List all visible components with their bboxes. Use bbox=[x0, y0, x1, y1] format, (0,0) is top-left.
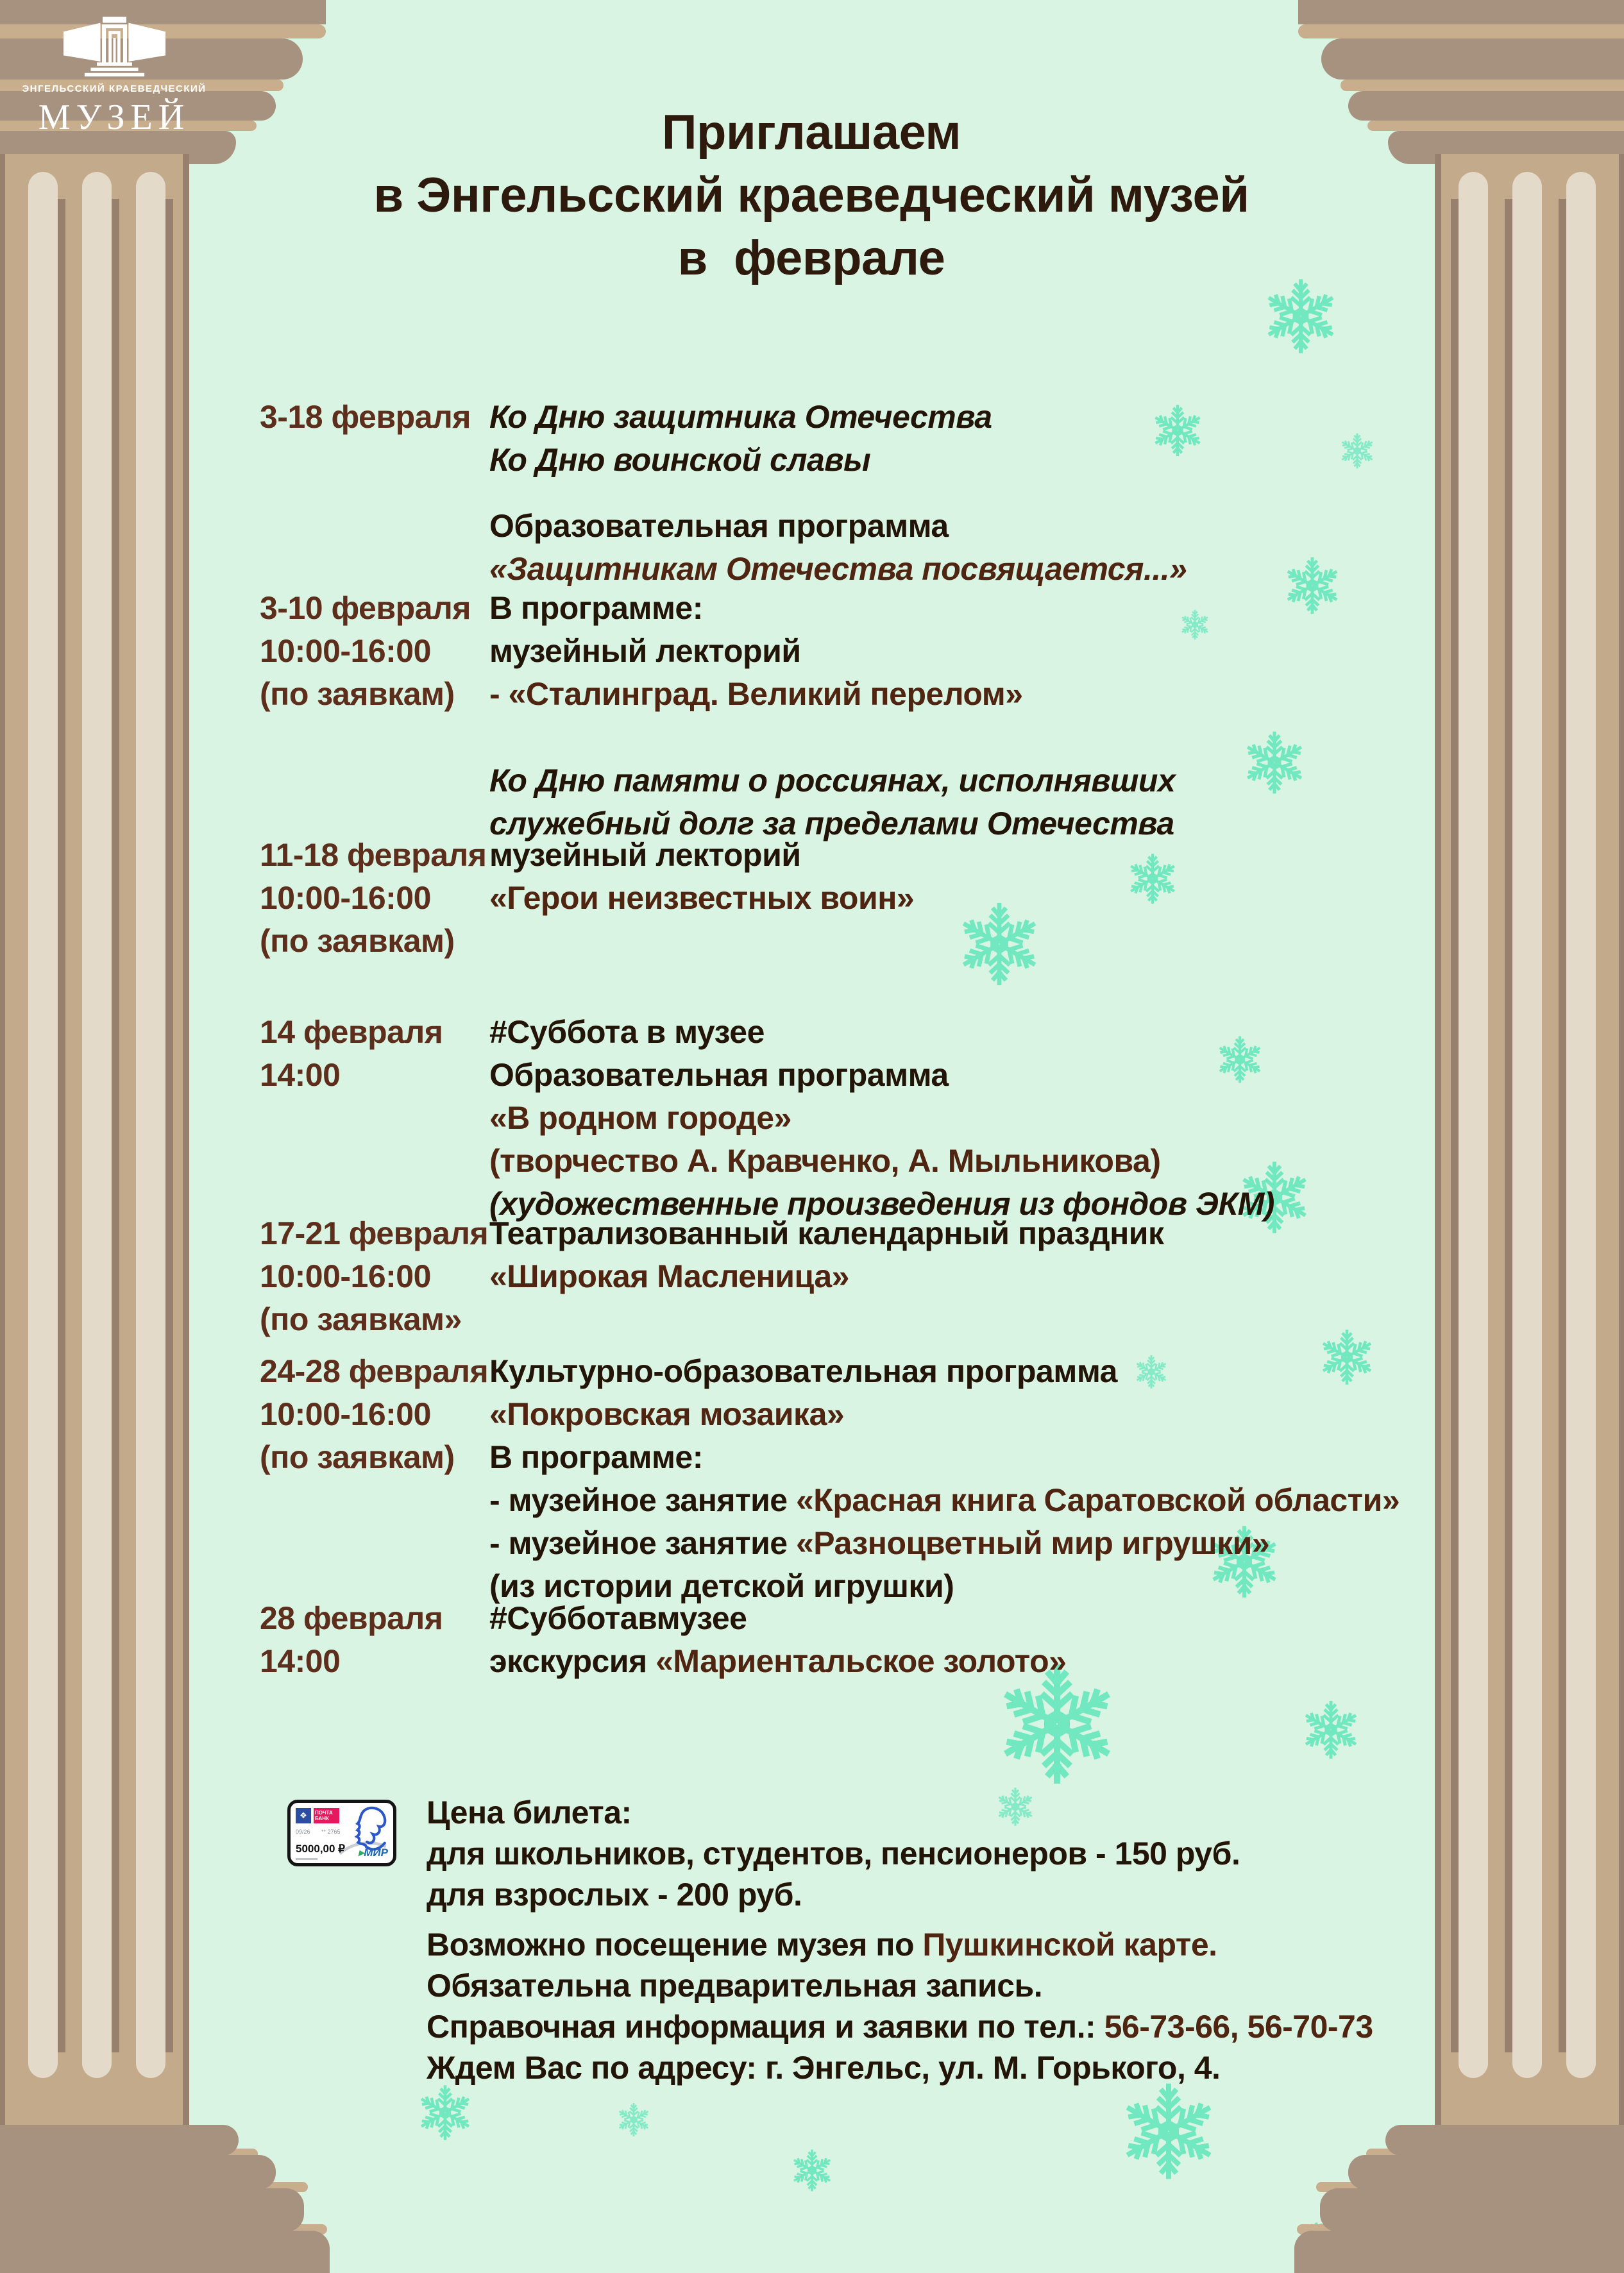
text-line: музейный лекторий bbox=[489, 633, 801, 669]
title-line: Приглашаем bbox=[661, 105, 961, 160]
event-date-line: 3-18 февраля bbox=[260, 399, 471, 435]
event-date-line: 17-21 февраля bbox=[260, 1215, 489, 1251]
event-row bbox=[260, 1011, 1363, 1226]
logo-text-large: МУЗЕЙ bbox=[38, 97, 190, 137]
text-line: Справочная информация и заявки по тел.: 56-73-66, 56-70-73 bbox=[427, 2009, 1373, 2045]
text-line: В программе: bbox=[489, 1439, 703, 1475]
event-date-line: 3-10 февраля bbox=[260, 590, 471, 626]
event-row bbox=[260, 1597, 1363, 1683]
text-line: Возможно посещение музея по Пушкинской карте. bbox=[427, 1927, 1217, 1963]
event-row bbox=[260, 1350, 1400, 1608]
text-line: Образовательная программа bbox=[489, 1057, 949, 1093]
text-line: Ко Дню защитника Отечества bbox=[489, 399, 992, 435]
event-dates bbox=[260, 834, 489, 963]
text-line: - музейное занятие «Разноцветный мир игрушки» bbox=[489, 1525, 1270, 1561]
title-line: в Энгельсский краеведческий музей bbox=[373, 168, 1249, 223]
text-line: для взрослых - 200 руб. bbox=[427, 1877, 802, 1913]
text-line: музейный лекторий bbox=[489, 837, 801, 873]
event-date-line: 14 февраля bbox=[260, 1014, 443, 1050]
event-dates bbox=[260, 1350, 489, 1608]
text-line: Цена билета: bbox=[427, 1795, 632, 1830]
event-date-line: (по заявкам» bbox=[260, 1301, 462, 1337]
text-line: служебный долг за пределами Отечества bbox=[489, 806, 1174, 841]
event-dates bbox=[260, 396, 489, 591]
event-description bbox=[489, 1597, 1363, 1683]
card-small-caption bbox=[296, 1858, 317, 1860]
text-line: Ко Дню воинской славы bbox=[489, 442, 871, 478]
postabank-label: ПОЧТА БАНК bbox=[314, 1808, 339, 1823]
event-date-line: 24-28 февраля bbox=[260, 1353, 489, 1389]
text-line bbox=[489, 482, 1363, 505]
event-date-line: 28 февраля bbox=[260, 1600, 443, 1636]
ticket-prices bbox=[427, 1792, 1240, 1915]
event-row bbox=[260, 834, 1363, 963]
footer-info bbox=[427, 1924, 1373, 2088]
text-line: Обязательна предварительная запись. bbox=[427, 1968, 1043, 2004]
postabank-eagle-icon: ❖ bbox=[296, 1808, 311, 1823]
text-line: «Покровская мозаика» bbox=[489, 1396, 845, 1432]
text-line: Театрализованный календарный праздник bbox=[489, 1215, 1164, 1251]
card-number: ** 2765 bbox=[321, 1829, 341, 1835]
text-line: «Защитникам Отечества посвящается...» bbox=[489, 551, 1187, 587]
event-date-line: 10:00-16:00 bbox=[260, 633, 431, 669]
event-date-line: 11-18 февраля bbox=[260, 837, 487, 873]
text-line: для школьников, студентов, пенсионеров - 150 руб. bbox=[427, 1836, 1240, 1872]
event-dates bbox=[260, 1011, 489, 1226]
event-date-line: 10:00-16:00 bbox=[260, 1258, 431, 1294]
text-line: #Субботавмузее bbox=[489, 1600, 747, 1636]
text-line: (художественные произведения из фондов ЭКМ) bbox=[489, 1186, 1274, 1222]
event-date-line: 10:00-16:00 bbox=[260, 1396, 431, 1432]
event-date-line: 14:00 bbox=[260, 1057, 341, 1093]
text-line: Культурно-образовательная программа bbox=[489, 1353, 1117, 1389]
text-line: (творчество А. Кравченко, А. Мыльникова) bbox=[489, 1143, 1161, 1179]
text-line: Образовательная программа bbox=[489, 508, 949, 544]
mir-logo: ▸МИР bbox=[358, 1846, 388, 1859]
text-line: (из истории детской игрушки) bbox=[489, 1568, 954, 1604]
event-description bbox=[489, 1350, 1400, 1608]
card-valid-date: 09/26 bbox=[296, 1829, 310, 1835]
text-line: В программе: bbox=[489, 590, 703, 626]
text-line: «В родном городе» bbox=[489, 1100, 791, 1136]
event-date-line: (по заявкам) bbox=[260, 923, 455, 959]
text-line: Ждем Вас по адресу: г. Энгельс, ул. М. Горького, 4. bbox=[427, 2050, 1221, 2086]
event-description bbox=[489, 396, 1363, 591]
text-line: - «Сталинград. Великий перелом» bbox=[489, 676, 1023, 712]
card-balance: 5000,00 ₽ bbox=[296, 1843, 345, 1855]
pushkin-card bbox=[287, 1800, 396, 1866]
logo-text-small: ЭНГЕЛЬССКИЙ КРАЕВЕДЧЕСКИЙ bbox=[22, 83, 207, 94]
event-description bbox=[489, 587, 1363, 845]
event-date-line: 14:00 bbox=[260, 1643, 341, 1679]
event-description bbox=[489, 1212, 1363, 1341]
text-line: Ко Дню памяти о россиянах, исполнявших bbox=[489, 763, 1176, 799]
event-dates bbox=[260, 1597, 489, 1683]
title-line: в феврале bbox=[677, 231, 945, 285]
event-row bbox=[260, 396, 1363, 591]
event-row bbox=[260, 587, 1363, 845]
event-date-line: (по заявкам) bbox=[260, 1439, 455, 1475]
text-line: #Суббота в музее bbox=[489, 1014, 765, 1050]
event-dates bbox=[260, 587, 489, 845]
event-description bbox=[489, 1011, 1363, 1226]
text-line: экскурсия «Мариентальское золото» bbox=[489, 1643, 1067, 1679]
event-row bbox=[260, 1212, 1363, 1341]
text-line bbox=[489, 716, 1363, 759]
text-line: «Герои неизвестных воин» bbox=[489, 880, 915, 916]
event-dates bbox=[260, 1212, 489, 1341]
text-line: «Широкая Масленица» bbox=[489, 1258, 849, 1294]
event-date-line: 10:00-16:00 bbox=[260, 880, 431, 916]
event-date-line: (по заявкам) bbox=[260, 676, 455, 712]
text-line: - музейное занятие «Красная книга Саратовской области» bbox=[489, 1482, 1400, 1518]
event-description bbox=[489, 834, 1363, 963]
